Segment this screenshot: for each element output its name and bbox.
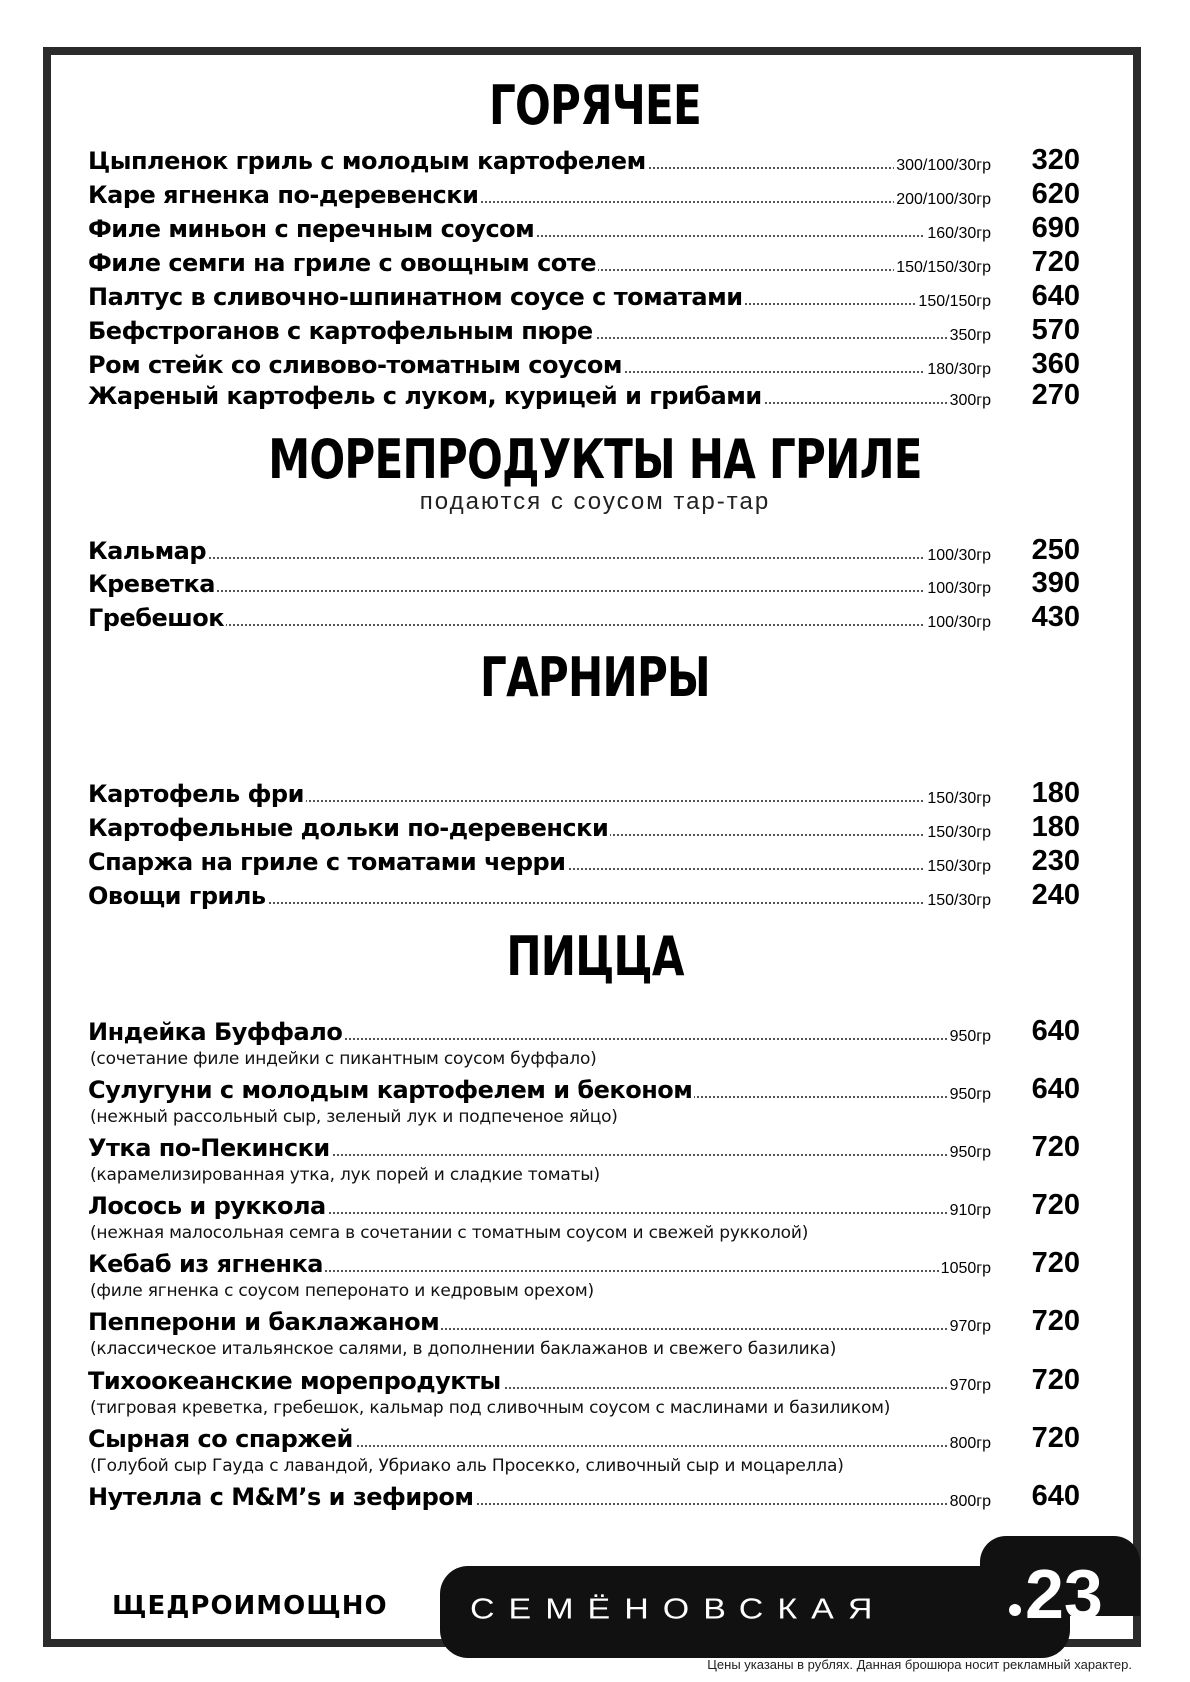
section-title-pizza: ПИЦЦА — [506, 925, 684, 988]
item-description: (тигровая креветка, гребешок, кальмар под сливочным соусом с маслинами и базиликом) — [90, 1398, 891, 1418]
section-title-sides: ГАРНИРЫ — [480, 646, 710, 709]
item-weight: 800гр — [949, 1435, 991, 1452]
item-price: 640 — [1031, 1073, 1080, 1105]
menu-item — [88, 1130, 1098, 1164]
item-price: 180 — [1031, 777, 1080, 809]
menu-item — [88, 177, 1098, 211]
item-weight: 950гр — [949, 1144, 991, 1161]
item-weight: 970гр — [949, 1377, 991, 1394]
item-name: Лосось и руккола — [88, 1192, 326, 1220]
menu-item — [88, 378, 1098, 412]
item-weight: 200/100/30гр — [896, 191, 991, 208]
item-name: Жареный картофель с луком, курицей и грибами — [88, 382, 762, 410]
menu-item — [88, 347, 1098, 381]
item-description: (Голубой сыр Гауда с лавандой, Убриако аль Просекко, сливочный сыр и моцарелла) — [90, 1456, 844, 1476]
item-name: Филе миньон с перечным соусом — [88, 215, 535, 243]
item-description: (сочетание филе индейки с пикантным соусом буффало) — [90, 1049, 597, 1069]
menu-item — [88, 313, 1098, 347]
item-description: (классическое итальянское салями, в дополнении баклажанов и свежего базилика) — [90, 1339, 837, 1359]
item-description: (карамелизированная утка, лук порей и сладкие томаты) — [90, 1165, 600, 1185]
item-weight: 150/150/30гр — [896, 259, 991, 276]
item-price: 720 — [1031, 1247, 1080, 1279]
menu-item — [88, 844, 1098, 878]
menu-item — [88, 279, 1098, 313]
item-weight: 910гр — [949, 1202, 991, 1219]
menu-item — [88, 810, 1098, 844]
item-price: 720 — [1031, 246, 1080, 278]
item-price: 240 — [1031, 879, 1080, 911]
item-weight: 350гр — [949, 327, 991, 344]
item-weight: 950гр — [949, 1086, 991, 1103]
item-name: Сулугуни с молодым картофелем и беконом — [88, 1076, 693, 1104]
item-name: Нутелла с M&M’s и зефиром — [88, 1483, 474, 1511]
item-weight: 970гр — [949, 1318, 991, 1335]
item-price: 720 — [1031, 1422, 1080, 1454]
item-name: Картофель фри — [88, 780, 304, 808]
menu-item — [88, 1479, 1098, 1513]
item-description: (нежная малосольная семга в сочетании с томатным соусом и свежей рукколой) — [90, 1223, 809, 1243]
item-name: Овощи гриль — [88, 882, 266, 910]
item-name: Бефстроганов с картофельным пюре — [88, 317, 593, 345]
item-name: Палтус в сливочно-шпинатном соусе с томатами — [88, 283, 743, 311]
item-name: Индейка Буффало — [88, 1018, 343, 1046]
item-price: 720 — [1031, 1305, 1080, 1337]
item-price: 320 — [1031, 144, 1080, 176]
menu-item — [88, 1188, 1098, 1222]
menu-item — [88, 600, 1098, 634]
item-price: 690 — [1031, 212, 1080, 244]
item-weight: 150/30гр — [927, 892, 991, 909]
menu-item — [88, 776, 1098, 810]
item-weight: 1050гр — [940, 1260, 991, 1277]
item-weight: 100/30гр — [927, 614, 991, 631]
item-weight: 300гр — [949, 392, 991, 409]
item-price: 360 — [1031, 348, 1080, 380]
menu-item — [88, 1246, 1098, 1280]
item-name: Каре ягненка по-деревенски — [88, 181, 479, 209]
menu-item — [88, 1072, 1098, 1106]
brand-name: СЕМЁНОВСКАЯ — [470, 1592, 887, 1626]
menu-item — [88, 1014, 1098, 1048]
menu-item — [88, 1363, 1098, 1397]
item-price: 570 — [1031, 314, 1080, 346]
item-price: 430 — [1031, 601, 1080, 633]
item-name: Сырная со спаржей — [88, 1425, 353, 1453]
item-price: 720 — [1031, 1364, 1080, 1396]
item-name: Креветка — [88, 570, 215, 598]
item-weight: 150/30гр — [927, 824, 991, 841]
item-price: 720 — [1031, 1189, 1080, 1221]
item-weight: 300/100/30гр — [896, 157, 991, 174]
item-name: Картофельные дольки по-деревенски — [88, 814, 609, 842]
menu-item — [88, 143, 1098, 177]
item-weight: 100/30гр — [927, 580, 991, 597]
item-name: Ром стейк со сливово-томатным соусом — [88, 351, 622, 379]
item-name: Утка по-Пекински — [88, 1134, 330, 1162]
item-weight: 150/30гр — [927, 790, 991, 807]
item-name: Спаржа на гриле с томатами черри — [88, 848, 566, 876]
item-price: 640 — [1031, 280, 1080, 312]
item-name: Цыпленок гриль с молодым картофелем — [88, 147, 646, 175]
menu-item — [88, 1304, 1098, 1338]
item-weight: 950гр — [949, 1028, 991, 1045]
item-weight: 800гр — [949, 1493, 991, 1510]
menu-item — [88, 211, 1098, 245]
item-description: (нежный рассольный сыр, зеленый лук и подпеченое яйцо) — [90, 1107, 618, 1127]
section-title-hot: ГОРЯЧЕЕ — [488, 74, 702, 137]
section-subtitle-seafood: подаются с соусом тар-тар — [419, 488, 771, 515]
item-weight: 100/30гр — [927, 547, 991, 564]
item-description: (филе ягненка с соусом пеперонато и кедровым орехом) — [90, 1281, 594, 1301]
item-price: 720 — [1031, 1131, 1080, 1163]
item-price: 270 — [1031, 379, 1080, 411]
item-price: 640 — [1031, 1480, 1080, 1512]
slogan: ЩЕДРОИМОЩНО — [112, 1591, 388, 1621]
menu-item — [88, 245, 1098, 279]
item-name: Кальмар — [88, 537, 207, 565]
disclaimer: Цены указаны в рублях. Данная брошюра носит рекламный характер. — [707, 1657, 1132, 1672]
menu-item — [88, 533, 1098, 567]
item-price: 250 — [1031, 534, 1080, 566]
item-name: Филе семги на гриле с овощным соте — [88, 249, 596, 277]
item-price: 620 — [1031, 178, 1080, 210]
item-price: 180 — [1031, 811, 1080, 843]
item-name: Тихоокеанские морепродукты — [88, 1367, 501, 1395]
item-price: 390 — [1031, 567, 1080, 599]
section-title-seafood: МОРЕПРОДУКТЫ НА ГРИЛЕ — [268, 428, 922, 491]
item-weight: 150/30гр — [927, 858, 991, 875]
item-weight: 150/150гр — [918, 293, 991, 310]
item-price: 640 — [1031, 1015, 1080, 1047]
menu-item — [88, 878, 1098, 912]
item-weight: 180/30гр — [927, 361, 991, 378]
item-name: Кебаб из ягненка — [88, 1250, 323, 1278]
item-price: 230 — [1031, 845, 1080, 877]
item-name: Гребешок — [88, 604, 225, 632]
brand-number: 23 — [1025, 1555, 1103, 1628]
brand-logo-icon — [1005, 1548, 1135, 1628]
item-weight: 160/30гр — [927, 225, 991, 242]
menu-item — [88, 566, 1098, 600]
menu-item — [88, 1421, 1098, 1455]
item-name: Пепперони и баклажаном — [88, 1308, 440, 1336]
